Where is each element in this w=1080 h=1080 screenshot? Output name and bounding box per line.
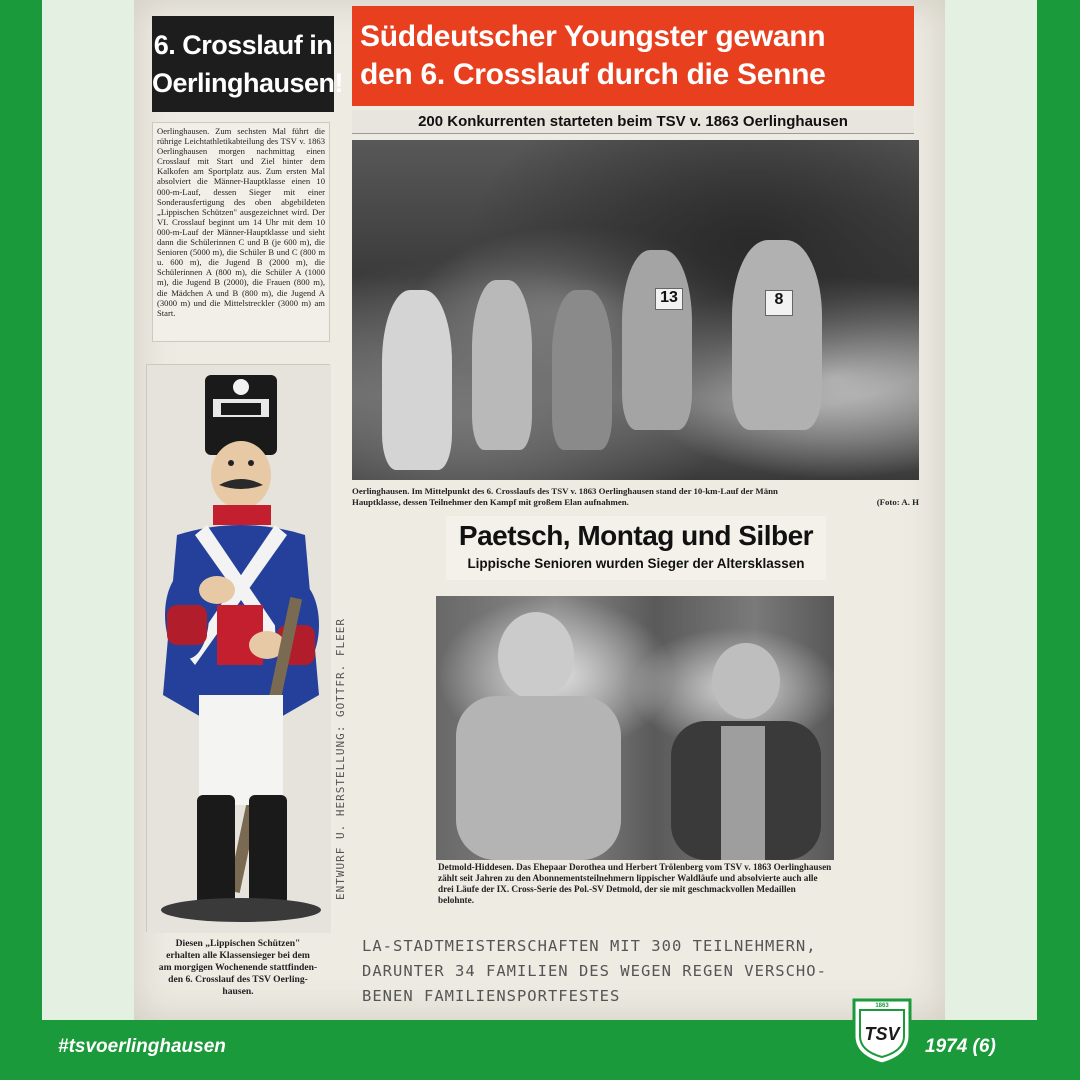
clipping-article-body: Oerlinghausen. Zum sechsten Mal führt die rührige Leichtathletikabteilung des TSV v. 1863 Oerlinghausen morgen nachmittag einen Crosslauf mit Start und Ziel hinter dem Kalkofen am Sportplatz aus. Zum ersten Mal absolviert die Männer-Hauptklasse einen 10 000-m-Lauf, dessen Sieger mit einer Sonderausfertigung des oben abgebildeten „Lippischen Schützen" ausgezeichnet wird. Der VI. Crosslauf beginnt um 14 Uhr mit dem 10 000-m-Lauf der Männer-Hauptklasse und sieht dann die Schülerinnen C und B (je 600 m), die Senioren (5000 m), die Schüler B und C (800 m u. 600 m), die Jugend B (2000 m), die Schülerinnen A (800 m), die Schüler A (1000 m), die Jugend B (2000), die Frauen (800 m), die Mädchen A und B (800 m), die Jugend A (3000 m) und die Mittelstreckler (3000 m) am Start. [152,122,330,342]
hashtag-label: #tsvoerlinghausen [58,1036,226,1057]
couple-silhouettes [436,596,834,860]
right-light-panel [945,0,1037,1020]
clipping-headline [152,16,344,112]
main-headline-line-1: Süddeutscher Youngster gewann [360,20,826,53]
logo-year: 1863 [875,1003,889,1009]
figure-caption-line: am morgigen Wochenende stattfinden- [158,962,318,973]
figure-caption-line: Diesen „Lippischen Schützen" [175,938,301,949]
couple-photo-caption: Detmold-Hiddesen. Das Ehepaar Dorothea und Herbert Trölenberg vom TSV v. 1863 Oerlinghausen zählt seit Jahren zu den Abonnementsteilnehmern lippischer Waldläufe und absolvierte auch alle drei Läufe der IX. Cross-Serie des Pol.-SV Detmold, der sie mit geschmackvollen Medaillen belohnte. [438,862,832,905]
main-subheadline: 200 Konkurrenten starteten beim TSV v. 1863 Oerlinghausen [352,110,914,134]
main-headline [352,6,914,106]
runners-caption-line-2: Hauptklasse, dessen Teilnehmer den Kampf mit großem Elan aufnahmen. [352,497,629,507]
handwritten-note-line-1: LA-STADTMEISTERSCHAFTEN MIT 300 TEILNEHMERN, [362,937,817,955]
scrapbook-page [134,0,945,1020]
figure-caption-line: erhalten alle Klassensieger bei dem [166,950,310,961]
runner-bib: 8 [765,290,793,316]
runners-caption-line-1: Oerlinghausen. Im Mittelpunkt des 6. Crosslaufs des TSV v. 1863 Oerlinghausen stand der 10-km-Lauf der Männ [352,486,778,496]
vertical-handwritten-credit: ENTWURF U. HERSTELLUNG: GOTTFR. FLEER [334,617,347,900]
figure-caption-line: hausen. [222,986,254,997]
runner-figure [622,250,692,430]
tsv-club-logo-icon [850,996,914,1066]
seniors-subheadline: Lippische Senioren wurden Sieger der Altersklassen [467,556,805,571]
figure-caption [146,938,330,1004]
couple-photo [436,596,834,860]
runner-figure [472,280,532,450]
runner-bib: 13 [655,288,683,310]
runner-figure [732,240,822,430]
main-headline-line-2: den 6. Crosslauf durch die Senne [360,58,826,91]
runner-figure [552,290,612,450]
year-label: 1974 (6) [925,1036,996,1057]
seniors-headline-box [446,516,826,580]
soldier-figure-illustration [147,365,331,933]
clipping-headline-line-1: 6. Crosslauf in [153,30,333,60]
runners-photo-caption [352,486,919,512]
logo-letters: TSV [864,1024,900,1044]
lippischer-schuetze-figure-panel [146,364,330,932]
clipping-headline-line-2: Oerlinghausen! [152,68,344,98]
cross-country-runners-photo [352,140,919,480]
seniors-headline: Paetsch, Montag und Silber [458,520,814,551]
handwritten-note-line-3: BENEN FAMILIENSPORTFESTES [362,987,621,1005]
left-light-panel [42,0,134,1020]
photo-credit: (Foto: A. H [876,497,919,507]
runner-figure [382,290,452,470]
figure-caption-line: den 6. Crosslauf des TSV Oerling- [168,974,308,985]
handwritten-note-line-2: DARUNTER 34 FAMILIEN DES WEGEN REGEN VERSCHO- [362,962,827,980]
